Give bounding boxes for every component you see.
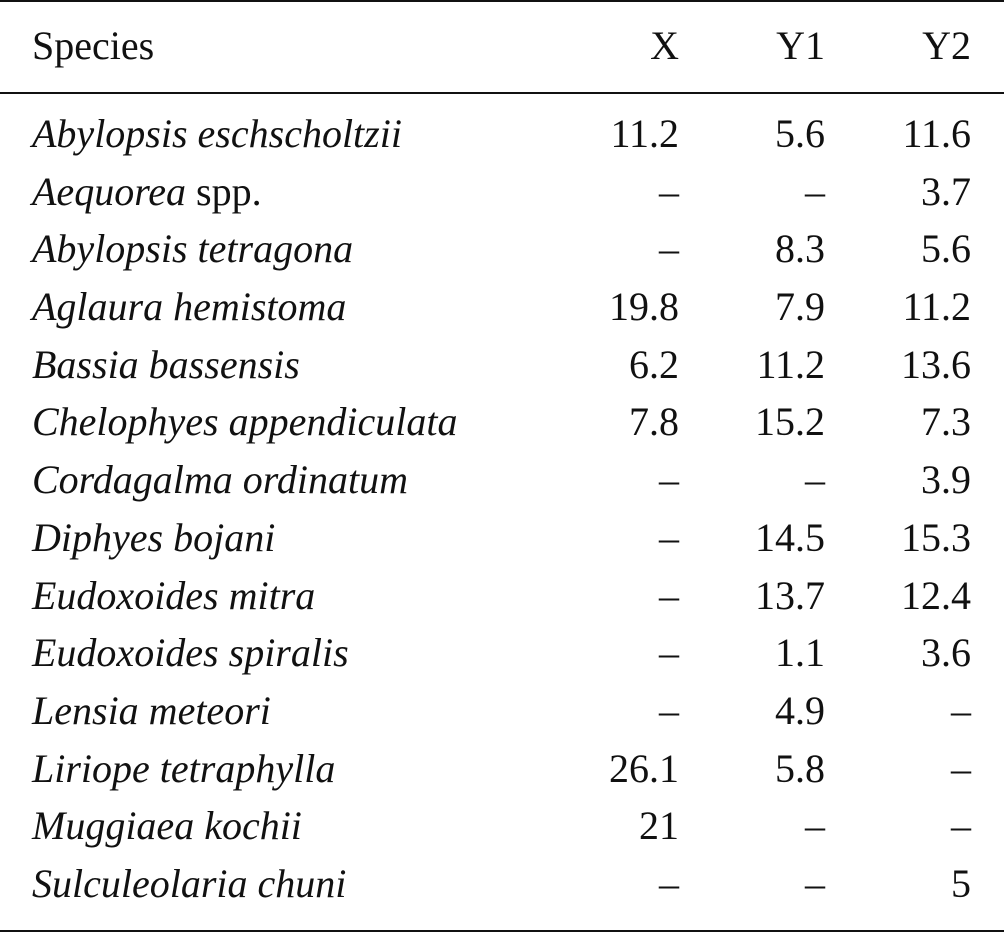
header-x: X	[650, 23, 679, 68]
value-cell-y2: –	[951, 803, 971, 849]
value-cell-y1: 5.8	[775, 745, 825, 791]
value-cell-y2: 3.6	[921, 630, 971, 676]
species-name: Muggiaea kochii	[32, 803, 302, 849]
value-cell-y2: 12.4	[901, 572, 971, 618]
value-cell-y1: 8.3	[775, 226, 825, 272]
value-cell-x: 11.2	[610, 111, 679, 156]
value-cell-x: –	[659, 860, 679, 906]
table-row	[0, 855, 1004, 913]
value-cell-y1: –	[805, 803, 825, 849]
table-row	[0, 278, 1004, 336]
table-row	[0, 105, 1004, 163]
value-cell-y2: –	[951, 687, 971, 733]
value-cell-y1: 1.1	[775, 630, 825, 676]
value-cell-x: 7.8	[629, 399, 679, 445]
table-row	[0, 797, 1004, 855]
value-cell-y2: 15.3	[901, 514, 971, 560]
value-cell-y1: –	[805, 457, 825, 503]
value-cell-y2: 3.7	[921, 168, 971, 214]
species-cell	[32, 682, 271, 740]
species-cell	[32, 220, 353, 278]
value-cell-x: 26.1	[609, 745, 679, 791]
table-header-rule	[0, 92, 1004, 94]
table-row	[0, 451, 1004, 509]
species-name: Abylopsis tetragona	[32, 226, 354, 272]
table-row	[0, 567, 1004, 625]
value-cell-y1: 14.5	[755, 514, 825, 560]
species-name: Bassia bassensis	[32, 341, 300, 387]
species-cell	[32, 855, 346, 913]
species-name: Chelophyes appendiculata	[32, 399, 458, 445]
value-cell-y1: –	[805, 860, 825, 906]
value-cell-y2: 5.6	[921, 226, 971, 272]
value-cell-x: –	[659, 457, 679, 503]
value-cell-y1: 13.7	[755, 572, 825, 618]
species-name: Eudoxoides mitra	[32, 572, 316, 618]
value-cell-x: 6.2	[629, 341, 679, 387]
species-cell	[32, 624, 349, 682]
value-cell-x: –	[659, 572, 679, 618]
table-header-row	[0, 20, 1004, 72]
value-cell-y1: 7.9	[775, 284, 825, 330]
species-name: Diphyes bojani	[32, 514, 276, 560]
header-y1: Y1	[776, 23, 825, 68]
species-name: Lensia meteori	[32, 687, 271, 733]
table-bottom-rule	[0, 930, 1004, 932]
table-row	[0, 393, 1004, 451]
species-suffix: spp.	[186, 168, 262, 214]
value-cell-y2: –	[951, 745, 971, 791]
value-cell-y2: 11.2	[902, 284, 971, 330]
species-cell	[32, 336, 300, 394]
table-top-rule	[0, 0, 1004, 2]
table-row	[0, 740, 1004, 798]
species-cell	[32, 797, 302, 855]
value-cell-y1: –	[805, 168, 825, 214]
table-row	[0, 682, 1004, 740]
value-cell-x: –	[659, 687, 679, 733]
species-cell	[32, 278, 346, 336]
value-cell-y1: 4.9	[775, 687, 825, 733]
species-name: Aequorea	[32, 168, 187, 214]
table-row	[0, 163, 1004, 221]
species-cell	[32, 567, 315, 625]
table-body	[0, 105, 1004, 913]
value-cell-y2: 5	[951, 860, 971, 906]
species-name: Cordagalma ordinatum	[32, 457, 408, 503]
value-cell-x: –	[659, 226, 679, 272]
species-name: Eudoxoides spiralis	[32, 630, 349, 676]
species-name: Sulculeolaria chuni	[32, 860, 347, 906]
value-cell-y1: 11.2	[756, 341, 825, 387]
value-cell-x: 21	[639, 803, 679, 849]
table-row	[0, 624, 1004, 682]
table-row	[0, 220, 1004, 278]
header-y2: Y2	[922, 23, 971, 68]
value-cell-x: –	[659, 630, 679, 676]
table-row	[0, 336, 1004, 394]
value-cell-y2: 13.6	[901, 341, 971, 387]
header-species: Species	[32, 23, 155, 68]
value-cell-y1: 15.2	[755, 399, 825, 445]
table-row	[0, 509, 1004, 567]
value-cell-y2: 11.6	[902, 111, 971, 156]
value-cell-x: 19.8	[609, 284, 679, 330]
species-name: Liriope tetraphylla	[32, 745, 336, 791]
species-cell	[32, 509, 275, 567]
species-cell	[32, 740, 335, 798]
species-cell	[32, 163, 262, 221]
species-name: Abylopsis eschscholtzii	[32, 111, 402, 156]
value-cell-y2: 7.3	[921, 399, 971, 445]
value-cell-x: –	[659, 168, 679, 214]
species-cell	[32, 451, 408, 509]
species-cell	[32, 105, 402, 163]
species-cell	[32, 393, 457, 451]
value-cell-y1: 5.6	[775, 111, 825, 156]
species-name: Aglaura hemistoma	[32, 284, 347, 330]
value-cell-x: –	[659, 514, 679, 560]
value-cell-y2: 3.9	[921, 457, 971, 503]
